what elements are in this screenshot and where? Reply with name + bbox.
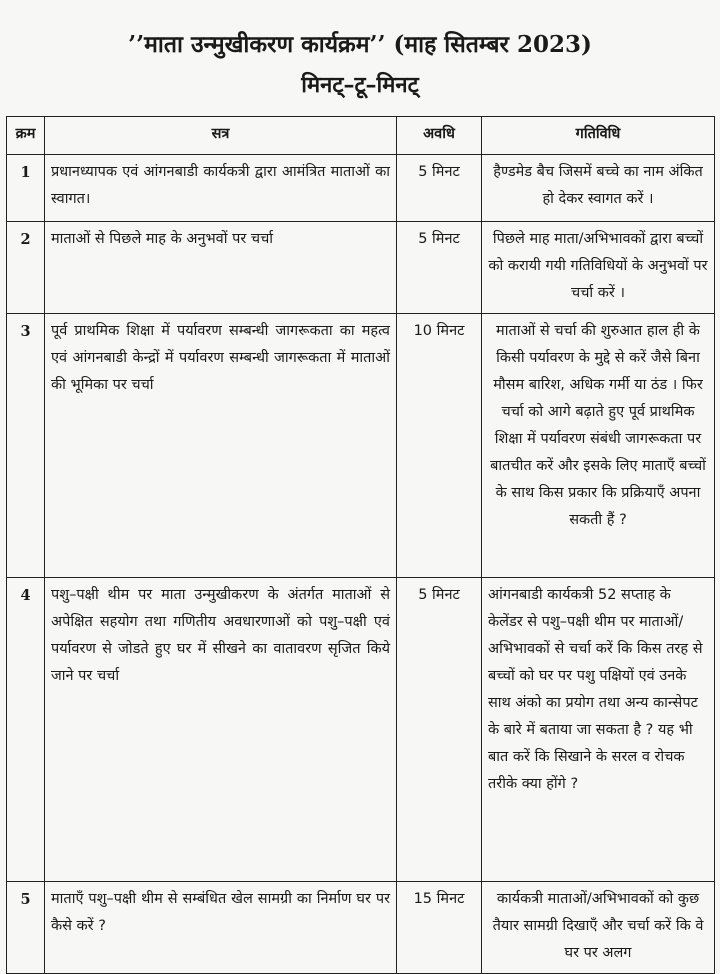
document-subtitle: मिनट्–टू–मिनट् <box>301 72 419 98</box>
row-activity: हैण्डमेड बैच जिसमें बच्चे का नाम अंकित हो देकर स्वागत करें । <box>482 155 715 222</box>
table-row <box>7 578 715 882</box>
row-number: 3 <box>7 314 45 578</box>
header-duration: अवधि <box>397 117 482 155</box>
row-duration: 5 मिनट <box>397 222 482 314</box>
header-activity: गतिविधि <box>482 117 715 155</box>
row-session: माताएँ पशु–पक्षी थीम से सम्बंधित खेल सामग्री का निर्माण घर पर कैसे करें ? <box>45 882 397 974</box>
row-activity: पिछले माह माता/अभिभावकों द्वारा बच्चों को करायी गयी गतिविधियों के अनुभवों पर चर्चा करें । <box>482 222 715 314</box>
header-serial: क्रम <box>7 117 45 155</box>
program-table <box>6 116 715 974</box>
row-session: प्रधानध्यापक एवं आंगनबाडी कार्यकत्री द्वारा आमंत्रित माताओं का स्वागत। <box>45 155 397 222</box>
row-session: माताओं से पिछले माह के अनुभवों पर चर्चा <box>45 222 397 314</box>
row-number: 4 <box>7 578 45 882</box>
table-header-row <box>7 117 715 155</box>
row-number: 2 <box>7 222 45 314</box>
row-session: पशु–पक्षी थीम पर माता उन्मुखीकरण के अंतर्गत माताओं से अपेक्षित सहयोग तथा गणितीय अवधारणाओं को पशु–पक्षी एवं पर्यावरण से जोडते हुए घर में सीखने का वातावरण सृजित किये जाने पर चर्चा <box>45 578 397 882</box>
row-number: 5 <box>7 882 45 974</box>
table-row <box>7 222 715 314</box>
row-duration: 5 मिनट <box>397 155 482 222</box>
row-activity: कार्यकत्री माताओं/अभिभावकों को कुछ तैयार सामग्री दिखाएँ और चर्चा करें कि वे घर पर अलग <box>482 882 715 974</box>
row-number: 1 <box>7 155 45 222</box>
row-duration: 10 मिनट <box>397 314 482 578</box>
header-session: सत्र <box>45 117 397 155</box>
table-row <box>7 314 715 578</box>
row-session: पूर्व प्राथमिक शिक्षा में पर्यावरण सम्बन्धी जागरूकता का महत्व एवं आंगनबाडी केन्द्रों में पर्यावरण सम्बन्धी जागरूकता में माताओं की भूमिका पर चर्चा <box>45 314 397 578</box>
row-activity: माताओं से चर्चा की शुरुआत हाल ही के किसी पर्यावरण के मुद्दे से करें जैसे बिना मौसम बारिश, अधिक गर्मी या ठंड । फिर चर्चा को आगे बढ़ाते हुए पूर्व प्राथमिक शिक्षा में पर्यावरण संबंधी जागरूकता पर बातचीत करें और इसके लिए माताएँ बच्चों के साथ किस प्रकार कि प्रक्रियाएँ अपना सकती हैं ? <box>482 314 715 578</box>
row-duration: 15 मिनट <box>397 882 482 974</box>
row-duration: 5 मिनट <box>397 578 482 882</box>
document-title: ’’माता उन्मुखीकरण कार्यक्रम’’ (माह सितम्बर 2023) <box>128 31 592 58</box>
table-row <box>7 882 715 974</box>
table-row <box>7 155 715 222</box>
row-activity: आंगनबाडी कार्यकत्री 52 सप्ताह के केलेंडर से पशु–पक्षी थीम पर माताओं/अभिभावकों से चर्चा करें कि किस तरह से बच्चों को घर पर पशु पक्षियों एवं उनके साथ अंको का प्रयोग तथा अन्य कान्सेपट के बारे में बताया जा सकता है ? यह भी बात करें कि सिखाने के सरल व रोचक तरीके क्या होंगे ? <box>482 578 715 882</box>
